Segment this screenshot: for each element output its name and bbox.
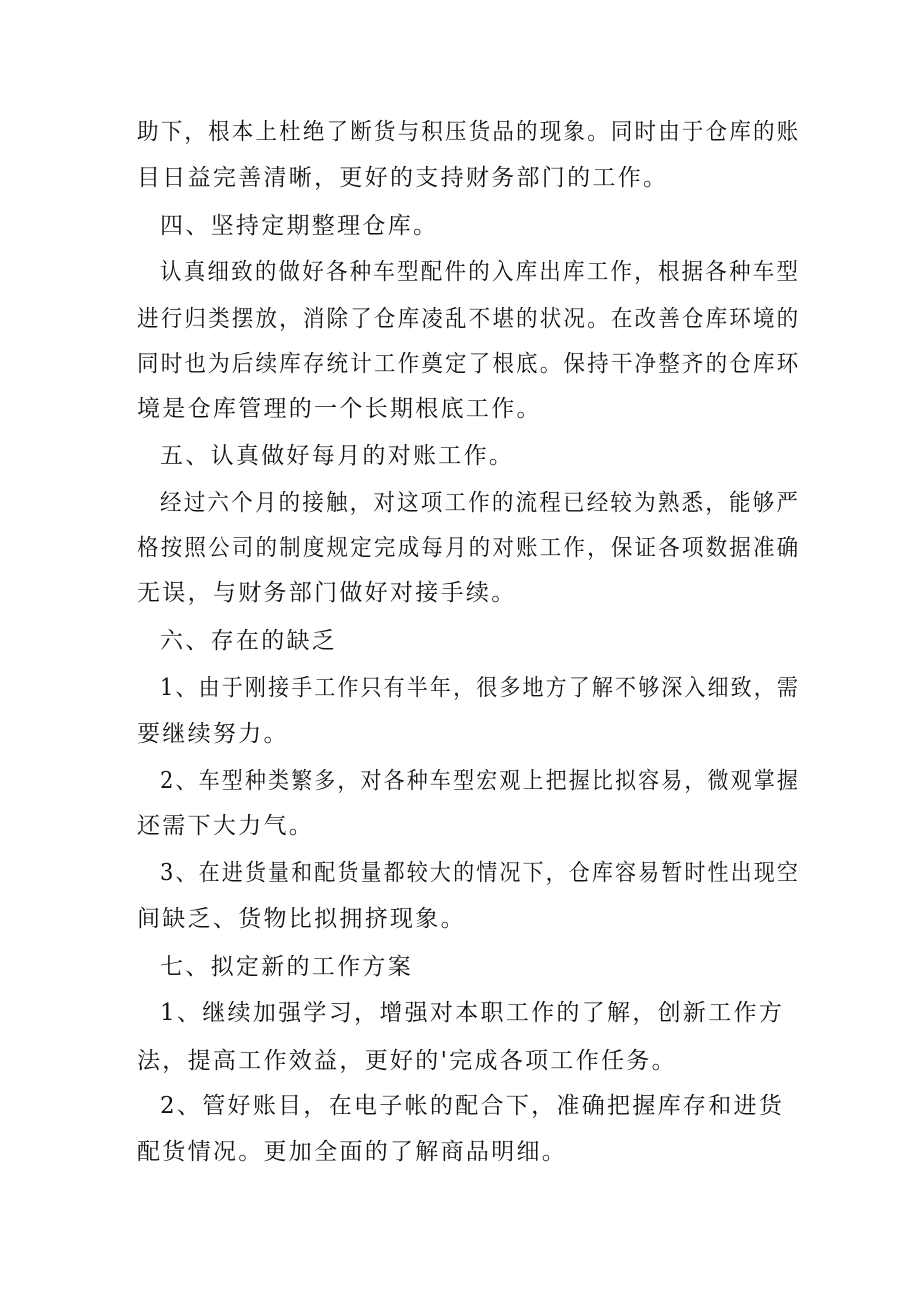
section-heading: 五、认真做好每月的对账工作。 — [160, 443, 515, 469]
paragraph-line: 2、管好账目，在电子帐的配合下，准确把握库存和进货 — [160, 1093, 785, 1119]
section-heading: 四、坚持定期整理仓库。 — [160, 213, 439, 239]
paragraph-line: 进行归类摆放，消除了仓库凌乱不堪的状况。在改善仓库环境的 — [137, 306, 801, 332]
paragraph-line: 同时也为后续库存统计工作奠定了根底。保持干净整齐的仓库环 — [137, 351, 801, 377]
paragraph-line: 目日益完善清晰，更好的支持财务部门的工作。 — [137, 165, 669, 191]
paragraph-line: 配货情况。更加全面的了解商品明细。 — [137, 1139, 568, 1165]
paragraph-line: 2、车型种类繁多，对各种车型宏观上把握比拟容易，微观掌握 — [160, 768, 801, 794]
paragraph-line: 助下，根本上杜绝了断货与积压货品的现象。同时由于仓库的账 — [137, 119, 801, 145]
paragraph-line: 境是仓库管理的一个长期根底工作。 — [137, 396, 542, 422]
paragraph-line: 法，提高工作效益，更好的'完成各项工作任务。 — [137, 1048, 677, 1074]
paragraph-line: 无误，与财务部门做好对接手续。 — [137, 580, 517, 606]
section-heading: 七、拟定新的工作方案 — [160, 954, 413, 980]
section-heading: 六、存在的缺乏 — [160, 628, 338, 654]
paragraph-line: 要继续努力。 — [137, 721, 289, 747]
paragraph-line: 经过六个月的接触，对这项工作的流程已经较为熟悉，能够严 — [160, 490, 801, 516]
paragraph-line: 1、由于刚接手工作只有半年，很多地方了解不够深入细致，需 — [160, 675, 801, 701]
paragraph-line: 3、在进货量和配货量都较大的情况下，仓库容易暂时性出现空 — [160, 860, 801, 886]
paragraph-line: 1、继续加强学习，增强对本职工作的了解，创新工作方 — [160, 1000, 785, 1026]
paragraph-line: 认真细致的做好各种车型配件的入库出库工作，根据各种车型 — [160, 259, 801, 285]
paragraph-line: 格按照公司的制度规定完成每月的对账工作，保证各项数据准确 — [137, 535, 801, 561]
paragraph-line: 还需下大力气。 — [137, 813, 315, 839]
paragraph-line: 间缺乏、货物比拟拥挤现象。 — [137, 906, 466, 932]
